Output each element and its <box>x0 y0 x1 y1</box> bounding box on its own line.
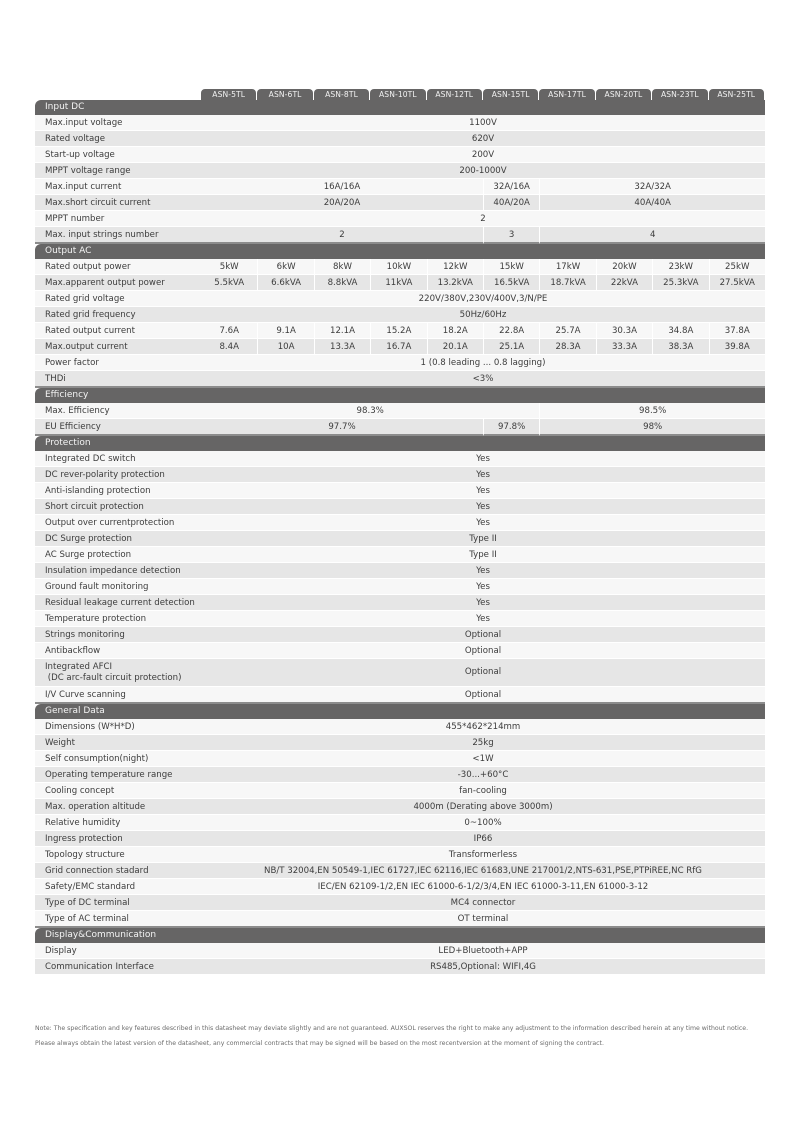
spec-value: 33.3A <box>596 339 652 355</box>
spec-label: Rated grid voltage <box>45 293 125 304</box>
spec-value: Yes <box>201 515 765 531</box>
spec-label: Max.input current <box>45 181 122 192</box>
spec-row-ingress-protection <box>35 831 765 847</box>
spec-label: Rated output power <box>45 261 131 272</box>
spec-value: Transformerless <box>201 847 765 863</box>
spec-row-max-operation-altitude <box>35 799 765 815</box>
spec-label: Rated grid frequency <box>45 309 136 320</box>
spec-label-cell <box>35 767 201 783</box>
spec-label-cell <box>35 579 201 595</box>
spec-value: Yes <box>201 483 765 499</box>
spec-label-cell <box>35 751 201 767</box>
spec-label: Self consumption(night) <box>45 753 149 764</box>
spec-label: Integrated DC switch <box>45 453 136 464</box>
spec-label: Type of DC terminal <box>45 897 130 908</box>
spec-label-cell <box>35 115 201 131</box>
spec-value: 3 <box>483 227 539 244</box>
spec-row-power-factor <box>35 355 765 371</box>
model-tab-asn-15tl: ASN-15TL <box>483 89 538 100</box>
spec-label-cell <box>35 911 201 928</box>
spec-label: Grid connection stadard <box>45 865 149 876</box>
spec-row-rated-output-current <box>35 323 765 339</box>
model-tab-asn-10tl: ASN-10TL <box>370 89 425 100</box>
spec-row-mppt-number <box>35 211 765 227</box>
spec-value: 4000m (Derating above 3000m) <box>201 799 765 815</box>
spec-label-cell <box>35 323 201 339</box>
spec-label-cell <box>35 307 201 323</box>
spec-value: 12.1A <box>314 323 370 339</box>
spec-label-cell <box>35 451 201 467</box>
spec-label-cell <box>35 259 201 275</box>
spec-value: 455*462*214mm <box>201 719 765 735</box>
spec-value: 220V/380V,230V/400V,3/N/PE <box>201 291 765 307</box>
spec-row-type-of-dc-terminal <box>35 895 765 911</box>
spec-label: Max. operation altitude <box>45 801 146 812</box>
spec-label-cell <box>35 943 201 959</box>
spec-row-max-output-current <box>35 339 765 355</box>
spec-row-eu-efficiency <box>35 419 765 436</box>
spec-row-short-circuit-protection <box>35 499 765 515</box>
spec-label: Strings monitoring <box>45 629 125 640</box>
spec-label: Operating temperature range <box>45 769 173 780</box>
spec-row-integrated-dc-switch <box>35 451 765 467</box>
section-title: Efficiency <box>35 388 765 403</box>
spec-value: 25.7A <box>539 323 595 339</box>
spec-value: 2 <box>201 211 765 227</box>
spec-value: OT terminal <box>201 911 765 928</box>
model-column-cell <box>314 88 370 100</box>
spec-label-cell <box>35 355 201 371</box>
spec-row-max-input-current <box>35 179 765 195</box>
spec-value: 16.5kVA <box>483 275 539 291</box>
section-title: Display&Communication <box>35 928 765 943</box>
spec-label-cell <box>35 531 201 547</box>
spec-label: Max.short circuit current <box>45 197 151 208</box>
spec-value: 98.3% <box>201 403 539 419</box>
spec-value: -30...+60°C <box>201 767 765 783</box>
spec-value: 34.8A <box>652 323 708 339</box>
model-tab-asn-12tl: ASN-12TL <box>427 89 482 100</box>
model-tab-asn-5tl: ASN-5TL <box>201 89 256 100</box>
spec-value: 32A/16A <box>483 179 539 195</box>
spec-row-max-short-circuit-current <box>35 195 765 211</box>
model-column-cell <box>539 88 595 100</box>
spec-value: 5.5kVA <box>201 275 257 291</box>
spec-value: NB/T 32004,EN 50549-1,IEC 61727,IEC 62116,IEC 61683,UNE 217001/2,NTS-631,PSE,PTPiREE,NC RfG <box>201 863 765 879</box>
spec-value: 200V <box>201 147 765 163</box>
spec-row-topology-structure <box>35 847 765 863</box>
spec-row-weight <box>35 735 765 751</box>
spec-value: 1 (0.8 leading ... 0.8 lagging) <box>201 355 765 371</box>
section-title: Output AC <box>35 244 765 259</box>
spec-value: 25kW <box>709 259 765 275</box>
spec-sheet <box>35 88 765 975</box>
spec-label-cell <box>35 643 201 659</box>
section-title: General Data <box>35 704 765 719</box>
spec-label-cell <box>35 783 201 799</box>
spec-value: Yes <box>201 611 765 627</box>
section-title: Protection <box>35 436 765 451</box>
model-column-cell <box>483 88 539 100</box>
spec-label-cell <box>35 371 201 388</box>
spec-row-type-of-ac-terminal <box>35 911 765 928</box>
spec-label-cell <box>35 147 201 163</box>
spec-value: 7.6A <box>201 323 257 339</box>
spec-value: 22.8A <box>483 323 539 339</box>
spec-label: Short circuit protection <box>45 501 144 512</box>
model-column-cell <box>427 88 483 100</box>
model-column-cell <box>709 88 765 100</box>
spec-label-cell <box>35 879 201 895</box>
spec-label-cell <box>35 179 201 195</box>
spec-value: 200-1000V <box>201 163 765 179</box>
spec-label-cell <box>35 403 201 419</box>
spec-label: Communication Interface <box>45 961 154 972</box>
spec-label-cell <box>35 499 201 515</box>
spec-value: 2 <box>201 227 483 244</box>
section-header-output-ac <box>35 244 765 259</box>
header-spacer <box>35 88 201 100</box>
spec-value: Optional <box>201 687 765 704</box>
spec-label: Start-up voltage <box>45 149 115 160</box>
spec-row-antibackflow <box>35 643 765 659</box>
spec-label-cell <box>35 291 201 307</box>
spec-label: Type of AC terminal <box>45 913 129 924</box>
spec-label-cell <box>35 735 201 751</box>
spec-value: <3% <box>201 371 765 388</box>
spec-row-dc-rever-polarity-protection <box>35 467 765 483</box>
spec-value: 6.6kVA <box>257 275 313 291</box>
spec-value: Yes <box>201 451 765 467</box>
model-tab-asn-8tl: ASN-8TL <box>314 89 369 100</box>
spec-label-cell <box>35 131 201 147</box>
spec-value: 15kW <box>483 259 539 275</box>
spec-value: 27.5kVA <box>709 275 765 291</box>
spec-label: DC Surge protection <box>45 533 133 544</box>
spec-label-cell <box>35 595 201 611</box>
spec-value: Yes <box>201 499 765 515</box>
spec-sublabel: (DC arc-fault circuit protection) <box>45 672 182 683</box>
spec-value: 40A/40A <box>539 195 765 211</box>
spec-label-cell <box>35 483 201 499</box>
spec-value: Yes <box>201 467 765 483</box>
spec-value: 5kW <box>201 259 257 275</box>
spec-value: 38.3A <box>652 339 708 355</box>
spec-row-cooling-concept <box>35 783 765 799</box>
spec-label-cell <box>35 659 201 687</box>
spec-label: Anti-islanding protection <box>45 485 151 496</box>
spec-row-dc-surge-protection <box>35 531 765 547</box>
spec-value: Yes <box>201 579 765 595</box>
spec-label: Residual leakage current detection <box>45 597 195 608</box>
spec-row-start-up-voltage <box>35 147 765 163</box>
spec-value: 620V <box>201 131 765 147</box>
spec-label: Insulation impedance detection <box>45 565 181 576</box>
spec-value: 12kW <box>427 259 483 275</box>
spec-label: Max.apparent output power <box>45 277 165 288</box>
model-column-cell <box>652 88 708 100</box>
spec-value: 13.2kVA <box>427 275 483 291</box>
spec-value: IP66 <box>201 831 765 847</box>
spec-label: Power factor <box>45 357 99 368</box>
spec-row-max-apparent-output-power <box>35 275 765 291</box>
spec-label-cell <box>35 547 201 563</box>
spec-label: Topology structure <box>45 849 125 860</box>
spec-row-safety-emc-standard <box>35 879 765 895</box>
spec-value: LED+Bluetooth+APP <box>201 943 765 959</box>
spec-value: Optional <box>201 643 765 659</box>
model-column-cell <box>201 88 257 100</box>
spec-label: Integrated AFCI <box>45 661 113 672</box>
spec-label: Max.output current <box>45 341 128 352</box>
spec-value: 8kW <box>314 259 370 275</box>
spec-value: Type II <box>201 547 765 563</box>
spec-label: I/V Curve scanning <box>45 689 126 700</box>
spec-row-communication-interface <box>35 959 765 975</box>
spec-row-max-efficiency <box>35 403 765 419</box>
spec-label: EU Efficiency <box>45 421 101 432</box>
model-tab-asn-17tl: ASN-17TL <box>539 89 594 100</box>
spec-value: 16A/16A <box>201 179 483 195</box>
spec-value: 32A/32A <box>539 179 765 195</box>
spec-row-mppt-voltage-range <box>35 163 765 179</box>
spec-row-output-over-currentprotection <box>35 515 765 531</box>
spec-label-cell <box>35 339 201 355</box>
spec-value: 13.3A <box>314 339 370 355</box>
spec-row-display <box>35 943 765 959</box>
spec-label: MPPT number <box>45 213 105 224</box>
spec-row-residual-leakage-current-detection <box>35 595 765 611</box>
spec-value: 28.3A <box>539 339 595 355</box>
spec-value: MC4 connector <box>201 895 765 911</box>
spec-value: 9.1A <box>257 323 313 339</box>
model-column-cell <box>370 88 426 100</box>
spec-row-relative-humidity <box>35 815 765 831</box>
spec-value: 11kVA <box>370 275 426 291</box>
spec-label: MPPT voltage range <box>45 165 131 176</box>
spec-value: 20kW <box>596 259 652 275</box>
spec-value: Yes <box>201 563 765 579</box>
spec-label-cell <box>35 959 201 975</box>
spec-row-ground-fault-monitoring <box>35 579 765 595</box>
spec-label: Relative humidity <box>45 817 121 828</box>
spec-value: 17kW <box>539 259 595 275</box>
spec-label: Max. input strings number <box>45 229 159 240</box>
spec-label-cell <box>35 687 201 704</box>
spec-label: AC Surge protection <box>45 549 132 560</box>
spec-value: Type II <box>201 531 765 547</box>
spec-value: <1W <box>201 751 765 767</box>
spec-value: 0~100% <box>201 815 765 831</box>
spec-value: 18.2A <box>427 323 483 339</box>
disclaimer-note: Note: The specification and key features described in this datasheet may deviate slightly and are not guaranteed. AUXSOL reserves the right to make any adjustment to the information described herein at any time without notice. Please always obtain the latest version of the datasheet, any commercial contracts that may be signed will be based on the most recentversion at the moment of signing the contract. <box>35 1025 749 1047</box>
spec-row-thdi <box>35 371 765 388</box>
spec-label: Cooling concept <box>45 785 115 796</box>
spec-label-cell <box>35 863 201 879</box>
model-column-cell <box>257 88 313 100</box>
spec-row-max-input-strings-number <box>35 227 765 244</box>
spec-label-cell <box>35 227 201 244</box>
spec-value: fan-cooling <box>201 783 765 799</box>
spec-value: 30.3A <box>596 323 652 339</box>
spec-label-cell <box>35 467 201 483</box>
spec-value: 16.7A <box>370 339 426 355</box>
spec-value: 40A/20A <box>483 195 539 211</box>
spec-label-cell <box>35 419 201 436</box>
spec-value: 15.2A <box>370 323 426 339</box>
spec-value: 20A/20A <box>201 195 483 211</box>
spec-label-cell <box>35 563 201 579</box>
spec-row-rated-output-power <box>35 259 765 275</box>
spec-label-cell <box>35 611 201 627</box>
spec-value: Optional <box>201 659 765 687</box>
spec-row-insulation-impedance-detection <box>35 563 765 579</box>
spec-value: 22kVA <box>596 275 652 291</box>
spec-value: 50Hz/60Hz <box>201 307 765 323</box>
model-tab-asn-25tl: ASN-25TL <box>709 89 764 100</box>
spec-label-cell <box>35 515 201 531</box>
spec-value: 23kW <box>652 259 708 275</box>
spec-value: 37.8A <box>709 323 765 339</box>
spec-label: DC rever-polarity protection <box>45 469 165 480</box>
spec-row-integrated-afci <box>35 659 765 687</box>
spec-value: 4 <box>539 227 765 244</box>
spec-label: Rated output current <box>45 325 135 336</box>
model-header-row <box>35 88 765 100</box>
spec-label: Max. Efficiency <box>45 405 110 416</box>
spec-label: Display <box>45 945 77 956</box>
spec-label-cell <box>35 195 201 211</box>
spec-value: 25.3kVA <box>652 275 708 291</box>
spec-label: Output over currentprotection <box>45 517 175 528</box>
spec-label-cell <box>35 799 201 815</box>
section-header-general-data <box>35 704 765 719</box>
spec-row-rated-grid-voltage <box>35 291 765 307</box>
spec-row-max-input-voltage <box>35 115 765 131</box>
spec-row-temperature-protection <box>35 611 765 627</box>
section-header-input-dc <box>35 100 765 115</box>
spec-label-cell <box>35 627 201 643</box>
spec-value: Optional <box>201 627 765 643</box>
spec-label: Ground fault monitoring <box>45 581 149 592</box>
model-tab-asn-23tl: ASN-23TL <box>652 89 707 100</box>
section-header-display-communication <box>35 928 765 943</box>
spec-value: 8.4A <box>201 339 257 355</box>
model-column-cell <box>596 88 652 100</box>
section-header-protection <box>35 436 765 451</box>
spec-row-dimensions-w-h-d <box>35 719 765 735</box>
spec-row-grid-connection-stadard <box>35 863 765 879</box>
model-tab-asn-6tl: ASN-6TL <box>257 89 312 100</box>
spec-label: Ingress protection <box>45 833 123 844</box>
spec-value: IEC/EN 62109-1/2,EN IEC 61000-6-1/2/3/4,EN IEC 61000-3-11,EN 61000-3-12 <box>201 879 765 895</box>
spec-value: 97.8% <box>483 419 539 436</box>
spec-value: RS485,Optional: WIFI,4G <box>201 959 765 975</box>
spec-row-rated-grid-frequency <box>35 307 765 323</box>
model-tab-asn-20tl: ASN-20TL <box>596 89 651 100</box>
spec-label-cell <box>35 815 201 831</box>
spec-label: Safety/EMC standard <box>45 881 136 892</box>
spec-label: THDi <box>45 373 66 384</box>
spec-row-strings-monitoring <box>35 627 765 643</box>
spec-row-rated-voltage <box>35 131 765 147</box>
spec-label-cell <box>35 895 201 911</box>
spec-label-cell <box>35 847 201 863</box>
spec-label: Max.input voltage <box>45 117 123 128</box>
spec-value: 98.5% <box>539 403 765 419</box>
spec-row-anti-islanding-protection <box>35 483 765 499</box>
spec-value: 1100V <box>201 115 765 131</box>
spec-value: 39.8A <box>709 339 765 355</box>
spec-value: 10kW <box>370 259 426 275</box>
spec-value: 8.8kVA <box>314 275 370 291</box>
spec-value: 10A <box>257 339 313 355</box>
spec-value: 98% <box>539 419 765 436</box>
specification-table <box>35 88 765 975</box>
spec-label: Weight <box>45 737 75 748</box>
spec-label: Antibackflow <box>45 645 101 656</box>
spec-label-cell <box>35 831 201 847</box>
spec-row-operating-temperature-range <box>35 767 765 783</box>
spec-value: 97.7% <box>201 419 483 436</box>
section-title: Input DC <box>35 100 765 115</box>
spec-row-i-v-curve-scanning <box>35 687 765 704</box>
spec-label-cell <box>35 275 201 291</box>
spec-row-ac-surge-protection <box>35 547 765 563</box>
spec-label: Temperature protection <box>45 613 147 624</box>
spec-value: 25.1A <box>483 339 539 355</box>
spec-value: Yes <box>201 595 765 611</box>
spec-value: 18.7kVA <box>539 275 595 291</box>
spec-value: 25kg <box>201 735 765 751</box>
spec-label-cell <box>35 719 201 735</box>
section-header-efficiency <box>35 388 765 403</box>
spec-value: 6kW <box>257 259 313 275</box>
spec-label-cell <box>35 163 201 179</box>
spec-label-cell <box>35 211 201 227</box>
spec-row-self-consumption-night <box>35 751 765 767</box>
spec-value: 20.1A <box>427 339 483 355</box>
spec-label: Rated voltage <box>45 133 106 144</box>
spec-label: Dimensions (W*H*D) <box>45 721 135 732</box>
